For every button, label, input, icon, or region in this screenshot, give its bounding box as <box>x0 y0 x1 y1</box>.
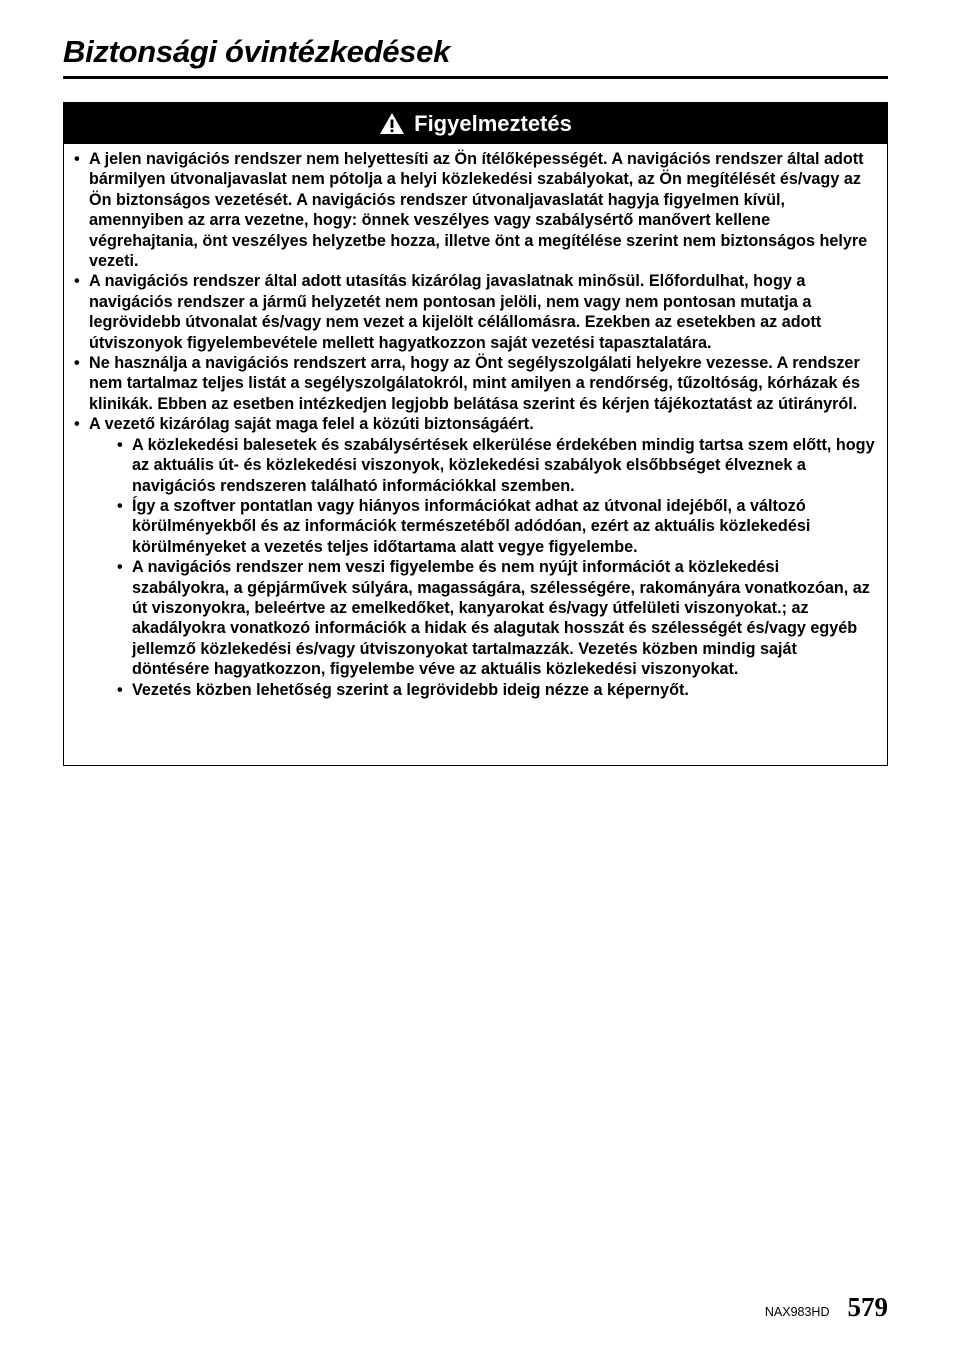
list-item: • Ne használja a navigációs rendszert arra, hogy az Önt segélyszolgálati helyekre vezesse. A rendszer nem tartalmaz teljes listát a segélyszolgálatokról, mint amilyen a rendőrség, tűzoltóság, kórházak és klinikák. Ebben az esetben intézkedjen legjobb belátása szerint és kérjen tájékoztatást az útirányról. <box>72 353 875 414</box>
warning-box <box>63 102 888 766</box>
page-footer <box>765 1292 888 1323</box>
sub-list-item: • Vezetés közben lehetőség szerint a legrövidebb ideig nézze a képernyőt. <box>115 680 875 700</box>
sub-list-item: • A navigációs rendszer nem veszi figyelembe és nem nyújt információt a közlekedési szabályokra, a gépjárművek súlyára, magasságára, szélességére, rakományára vonatkozóan, az út viszonyokra, beleértve az emelkedőket, kanyarokat és/vagy útfelületi viszonyokat.; az akadályokra vonatkozó információk a hidak és alagutak hosszát és szélességét és/vagy egyéb jellemző közlekedési és/vagy útviszonyokat tartalmazzák. Vezetés közben mindig saját döntésére hagyatkozzon, figyelembe véve az aktuális közlekedési viszonyokat. <box>115 557 875 679</box>
page-title: Biztonsági óvintézkedések <box>63 34 451 69</box>
warning-title: Figyelmeztetés <box>414 110 572 136</box>
list-item-driver <box>72 414 875 700</box>
model-code: NAX983HD <box>764 1305 830 1319</box>
sub-list-item: • A közlekedési balesetek és szabálysértések elkerülése érdekében mindig tartsa szem előtt, hogy az aktuális út- és közlekedési viszonyok, közlekedési szabályok elsőbbséget élveznek a navigációs rendszeren található információkkal szemben. <box>115 435 875 496</box>
warning-header <box>64 103 887 144</box>
title-divider <box>63 76 888 79</box>
driver-item-text: A vezető kizárólag saját maga felel a közúti biztonságáért. <box>89 415 534 434</box>
warning-sublist <box>89 435 875 700</box>
warning-triangle-icon <box>379 112 405 135</box>
list-item: • A navigációs rendszer által adott utasítás kizárólag javaslatnak minősül. Előfordulhat, hogy a navigációs rendszer a jármű helyzetét nem pontosan jelöli, nem vagy nem pontosan mutatja a legrövidebb útvonalat és/vagy nem vezet a kijelölt célállomásra. Ezekben az esetekben az adott útviszonyok figyelembevétele mellett hagyatkozzon saját vezetési tapasztalatára. <box>72 271 875 353</box>
list-item: • A jelen navigációs rendszer nem helyettesíti az Ön ítélőképességét. A navigációs rendszer által adott bármilyen útvonaljavaslat nem pótolja a helyi közlekedési szabályokat, az Ön megítélését és/vagy az Ön biztonságos vezetését. A navigációs rendszer útvonaljavaslatát hagyja figyelmen kívül, amennyiben az arra vezetne, hogy: önnek veszélyes vagy szabálysértő manővert kellene végrehajtania, önt veszélyes helyzetbe hozza, illetve önt a megítélése szerint nem biztonságos helyre vezeti. <box>72 149 875 271</box>
warning-list <box>72 149 875 700</box>
sub-list-item: • Így a szoftver pontatlan vagy hiányos információkat adhat az útvonal idejéből, a változó körülményekből és az információk természetéből adódóan, ezért az aktuális közlekedési körülményeket a vezetés teljes időtartama alatt vegye figyelembe. <box>115 496 875 557</box>
page-number: 579 <box>847 1292 888 1322</box>
warning-body <box>64 144 887 700</box>
